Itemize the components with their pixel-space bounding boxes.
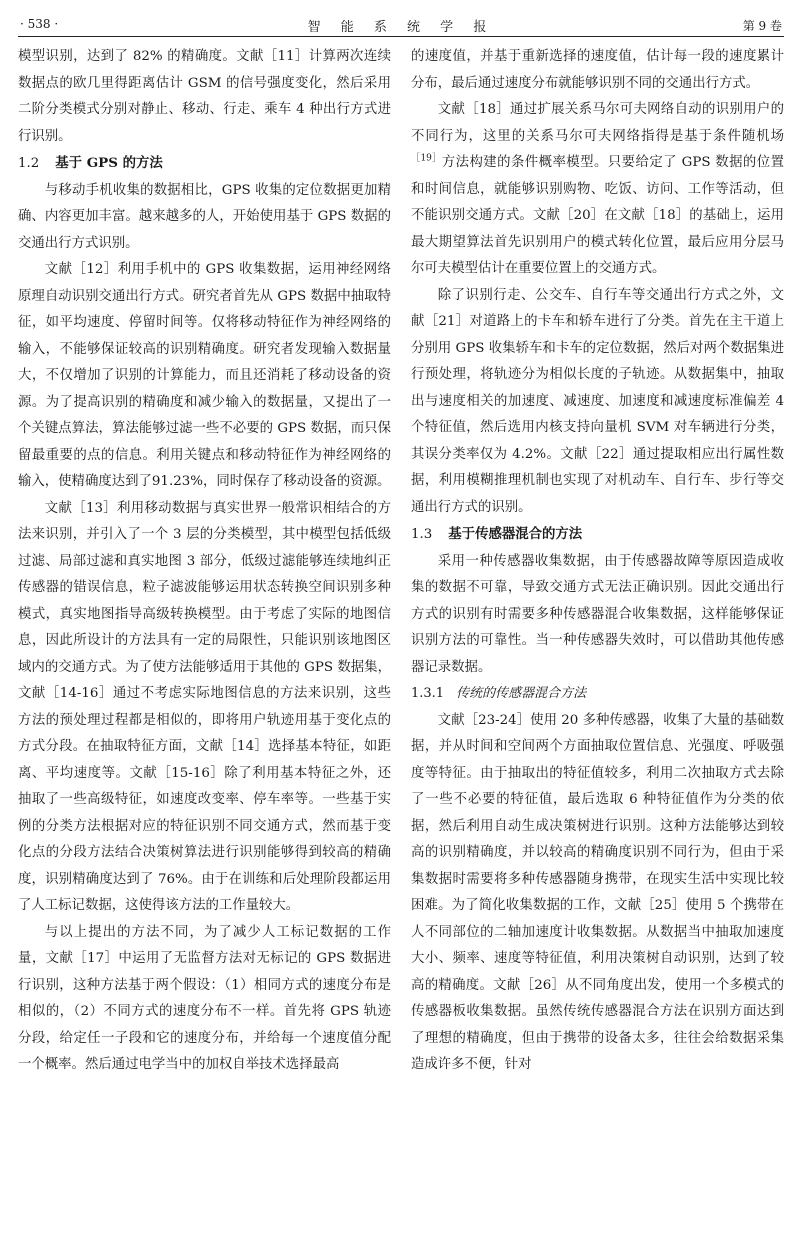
paragraph: 采用一种传感器收集数据，由于传感器故障等原因造成收集的数据不可靠，导致交通方式无法正确识别。因此交通出行方式的识别有时需要多种传感器混合收集数据，这样能够保证识别方法的可靠性。当一种传感器失效时，可以借助其他传感器记录数据。	[411, 553, 784, 675]
paragraph: 文献［12］利用手机中的 GPS 收集数据，运用神经网络原理自动识别交通出行方式。研究者首先从 GPS 数据中抽取特征，如平均速度、停留时间等。仅将移动特征作为神经网络的输入，不能够保证较高的识别精确度。研究者发现输入数据量大，不仅增加了识别的计算能力，而且还消耗了移动设备的资源。为了提高识别的精确度和减少输入的数据量，又提出了一个关键点算法，算法能够过滤一些不必要的 GPS 数据，而只保留最重要的点的信息。利用关键点和移动特征作为神经网络的输入，使精确度达到了91.23%，同时保存了移动设备的资源。	[18, 262, 391, 489]
section-title: 基于 GPS 的方法	[55, 155, 163, 171]
journal-title: 智 能 系 统 学 报	[307, 20, 495, 35]
paragraph: 的速度值，并基于重新选择的速度值，估计每一段的速度累计分布，最后通过速度分布就能够识别不同的交通出行方式。	[411, 49, 784, 91]
right-column	[411, 44, 784, 1224]
paragraph: 与以上提出的方法不同，为了减少人工标记数据的工作量，文献［17］中运用了无监督方法对无标记的 GPS 数据进行识别，这种方法基于两个假设：（1）相同方式的速度分布是相似的，（2）不同方式的速度分布不一样。首先将 GPS 轨迹分段，给定任一子段和它的速度分布，并给每一个速度值分配一个概率。然后通过电学当中的加权自举技术选择最高	[18, 924, 391, 1072]
left-column	[18, 44, 391, 1224]
section-number: 1.3	[411, 527, 433, 542]
subsection-heading-1-3-1	[411, 681, 784, 708]
paragraph: 与移动手机收集的数据相比，GPS 收集的定位数据更加精确、内容更加丰富。越来越多的人，开始使用基于 GPS 数据的交通出行方式识别。	[18, 182, 391, 251]
paragraph	[411, 97, 784, 283]
subsection-title: 传统的传感器混合方法	[456, 686, 587, 701]
section-number: 1.2	[18, 156, 40, 171]
paragraph: 除了识别行走、公交车、自行车等交通出行方式之外，文献［21］对道路上的卡车和轿车进行了分类。首先在主干道上分别用 GPS 收集轿车和卡车的定位数据，然后对两个数据集进行预处理，将轨迹分为相似长度的子轨迹。从数据集中，抽取出与速度相关的加速度、减速度、加速度和减速度标准偏差 4 个特征值，然后选用内核支持向量机 SVM 对车辆进行分类，其误分类率仅为 4.2%。文献［22］通过提取相应出行属性数据，利用模糊推理机制也实现了对机动车、自行车、步行等交通出行方式的识别。	[411, 287, 784, 515]
section-title: 基于传感器混合的方法	[448, 526, 583, 542]
section-heading-1-2	[18, 150, 391, 178]
paragraph: 文献［13］利用移动数据与真实世界一般常识相结合的方法来识别，并引入了一个 3 层的分类模型，其中模型包括低级过滤、局部过滤和真实地图 3 部分，低级过滤能够连续地纠正传感器的错误信息，粒子滤波能够运用状态转换空间识别多种模式，真实地图指导高级转换模型。由于考虑了实际的地图信息，因此所设计的方法具有一定的局限性，只能识别该地图区域内的交通方式。为了使方法能够适用于其他的 GPS 数据集，文献［14-16］通过不考虑实际地图信息的方法来识别，这些方法的预处理过程都是相似的，即将用户轨迹用基于变化点的方式分段。在抽取特征方面，文献［14］选择基本特征，如距离、平均速度等。文献［15-16］除了利用基本特征之外，还抽取了一些高级特征，如速度改变率、停车率等。一些基于实例的分类方法根据对应的特征识别不同交通方式，然而基于变化点的分段方法结合决策树算法进行识别能够得到较高的精确度，识别精确度达到了 76%。由于在训练和后处理阶段都运用了人工标记数据，这使得该方法的工作量较大。	[18, 500, 391, 913]
paragraph-text: 文献［18］通过扩展关系马尔可夫网络自动的识别用户的不同行为，这里的关系马尔可夫网络指得是基于条件随机场	[411, 102, 784, 144]
paragraph-text: 方法构建的条件概率模型。只要给定了 GPS 数据的位置和时间信息，就能够识别购物、吃饭、访问、工作等活动，但不能识别交通方式。文献［20］在文献［18］的基础上，运用最大期望算法首先识别用户的模式转化位置，最后应用分层马尔可夫模型估计在重要位置上的交通方式。	[411, 155, 784, 276]
paragraph: 模型识别，达到了 82% 的精确度。文献［11］计算两次连续数据点的欧几里得距离估计 GSM 的信号强度变化，然后采用二阶分类模式分别对静止、移动、行走、乘车 4 种出行方式进行识别。	[18, 49, 391, 144]
paragraph: 文献［23-24］使用 20 多种传感器，收集了大量的基础数据，并从时间和空间两个方面抽取位置信息、光强度、呼吸强度等特征。由于抽取出的特征值较多，利用二次抽取方式去除了一些不必要的特征值，最后选取 6 种特征值作为分类的依据，然后利用自动生成决策树进行识别。这种方法能够达到较高的识别精确度，并以较高的精确度识别不同行为，但由于采集数据时需要将多种传感器随身携带，在现实生活中实现比较困难。为了简化收集数据的工作，文献［25］使用 5 个携带在人不同部位的二轴加速度计收集数据。从数据当中抽取加速度大小、频率、速度等特征值，利用决策树自动识别，达到了较高的精确度。文献［26］从不同角度出发，使用一个多模式的传感器板收集数据。虽然传统传感器混合方法在识别方面达到了理想的精确度，但由于携带的设备太多，往往会给数据采集造成许多不便，针对	[411, 712, 784, 1072]
subsection-number: 1.3.1	[411, 686, 445, 701]
volume-label: 第 9 卷	[742, 19, 782, 33]
section-heading-1-3	[411, 521, 784, 549]
citation-superscript: ［19］	[411, 153, 442, 164]
page-number: · 538 ·	[20, 17, 59, 31]
running-header	[18, 14, 784, 37]
